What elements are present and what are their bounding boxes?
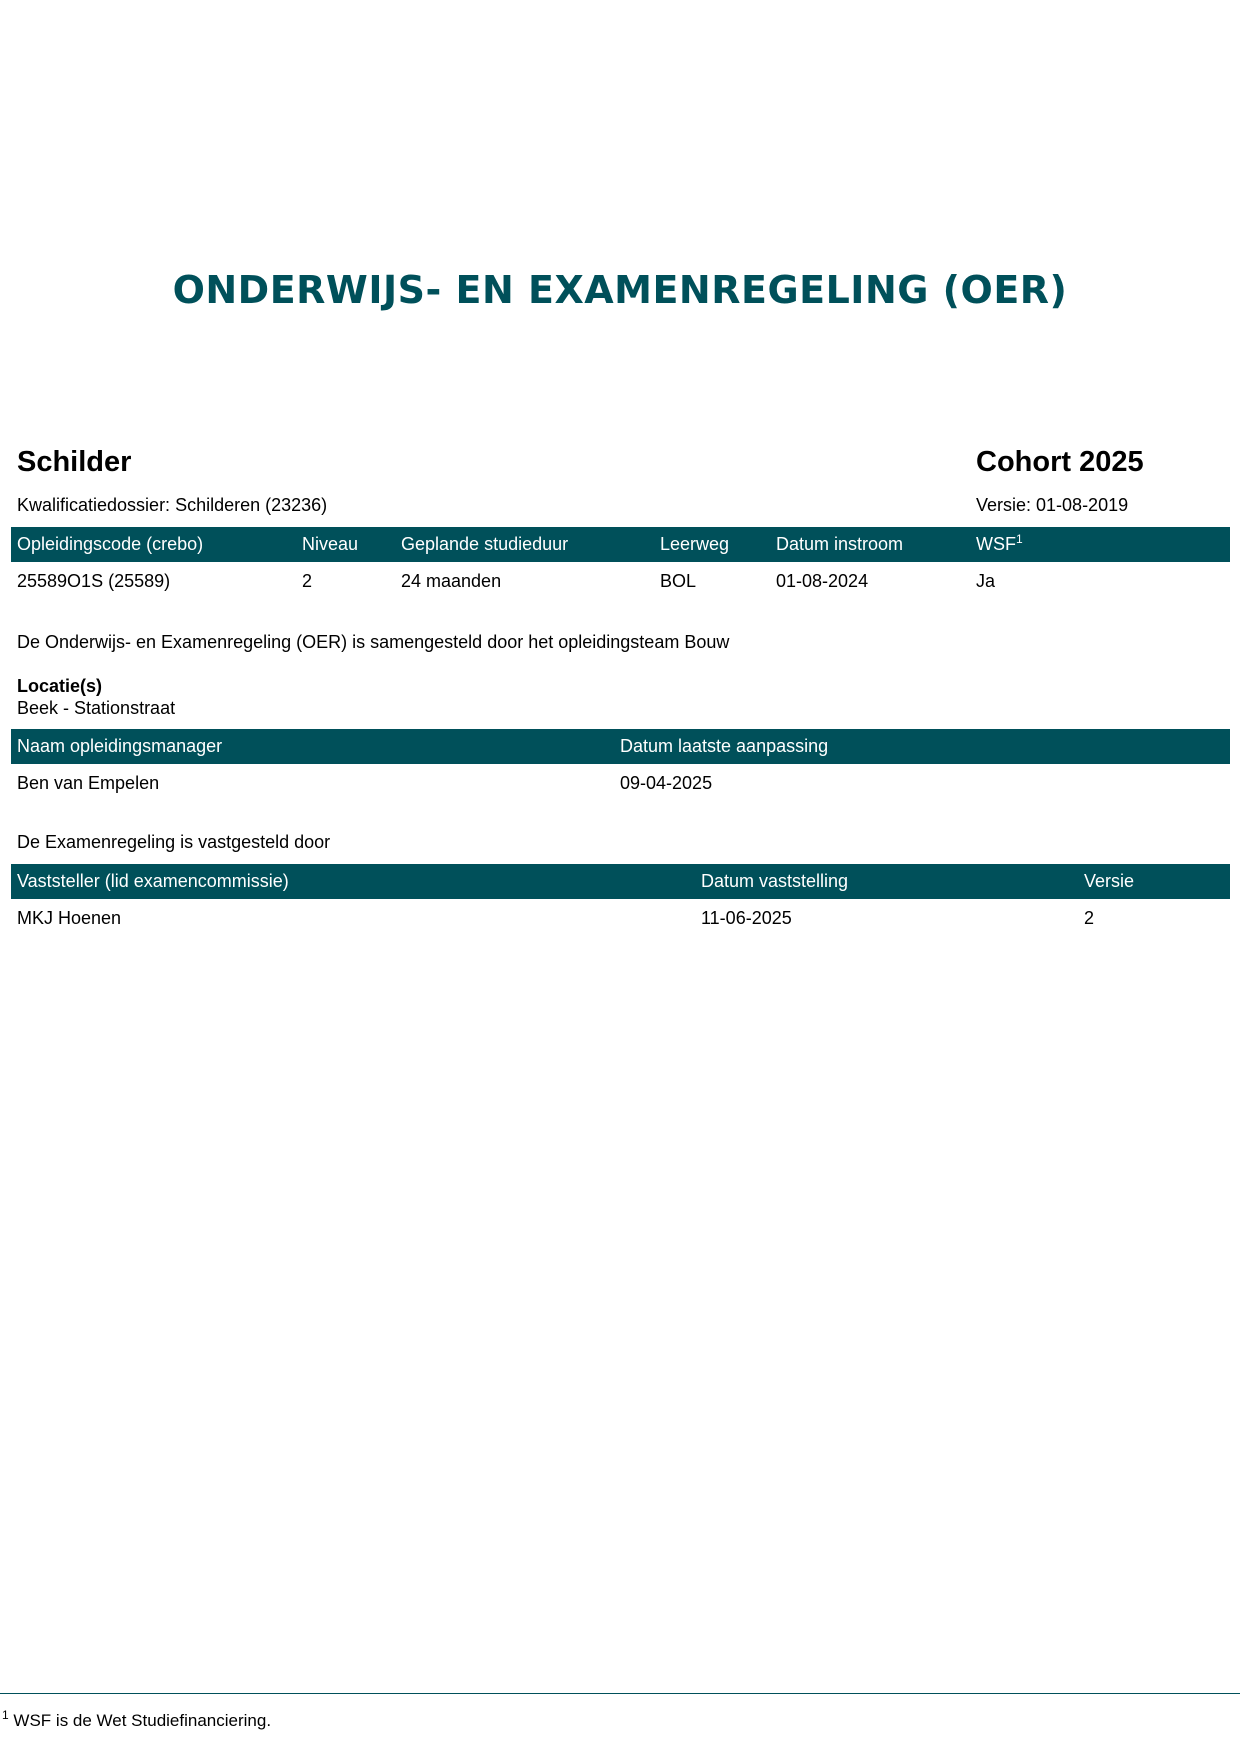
header-leerweg: Leerweg	[660, 534, 730, 554]
page-title: ONDERWIJS- EN EXAMENREGELING (OER)	[172, 268, 1068, 312]
cell-datum-instroom: 01-08-2024	[776, 571, 869, 591]
header-datum-vaststelling: Datum vaststelling	[701, 871, 849, 891]
locations-label: Locatie(s)	[17, 676, 103, 696]
header-opleidingsmanager: Naam opleidingsmanager	[17, 736, 223, 756]
established-by-text: De Examenregeling is vastgesteld door	[17, 832, 331, 852]
manager-table-header	[11, 729, 1230, 764]
qualification-dossier: Kwalificatiedossier: Schilderen (23236)	[17, 495, 328, 515]
establish-table	[11, 864, 1230, 939]
header-studieduur: Geplande studieduur	[401, 534, 569, 554]
cell-opleidingsmanager: Ben van Empelen	[17, 773, 160, 793]
cell-datum-vaststelling: 11-06-2025	[701, 908, 792, 928]
cohort-label: Cohort 2025	[976, 446, 1144, 478]
header-versie: Versie	[1084, 871, 1135, 891]
table-row	[11, 764, 1230, 804]
cell-laatste-aanpassing: 09-04-2025	[620, 773, 713, 793]
header-wsf-label: WSF	[976, 534, 1016, 554]
footnote	[2, 1708, 272, 1731]
composed-by-text: De Onderwijs- en Examenregeling (OER) is samengesteld door het opleidingsteam Bouw	[17, 632, 730, 652]
header-datum-instroom: Datum instroom	[776, 534, 904, 554]
cell-leerweg: BOL	[660, 571, 697, 591]
table-row	[11, 562, 1230, 602]
header-laatste-aanpassing: Datum laatste aanpassing	[620, 736, 829, 756]
table-row	[11, 899, 1230, 939]
header-niveau: Niveau	[302, 534, 359, 554]
footnote-ref: 1	[2, 1708, 9, 1722]
program-name: Schilder	[17, 446, 132, 478]
manager-table	[11, 729, 1230, 804]
cell-versie: 2	[1084, 908, 1095, 928]
cell-crebo: 25589O1S (25589)	[17, 571, 171, 591]
header-vaststeller: Vaststeller (lid examencommissie)	[17, 871, 289, 891]
locations-value: Beek - Stationstraat	[17, 698, 176, 718]
program-table-header	[11, 527, 1230, 562]
footnote-text: WSF is de Wet Studiefinanciering.	[13, 1711, 272, 1730]
cell-studieduur: 24 maanden	[401, 571, 502, 591]
header-wsf	[976, 534, 1023, 555]
cell-wsf: Ja	[976, 571, 996, 591]
cell-vaststeller: MKJ Hoenen	[17, 908, 122, 928]
wsf-footnote-ref: 1	[1016, 532, 1023, 546]
cell-niveau: 2	[302, 571, 313, 591]
program-table	[11, 527, 1230, 602]
establish-table-header	[11, 864, 1230, 899]
header-crebo: Opleidingscode (crebo)	[17, 534, 204, 554]
version-label: Versie: 01-08-2019	[976, 495, 1129, 515]
footnote-divider	[0, 1693, 1240, 1694]
